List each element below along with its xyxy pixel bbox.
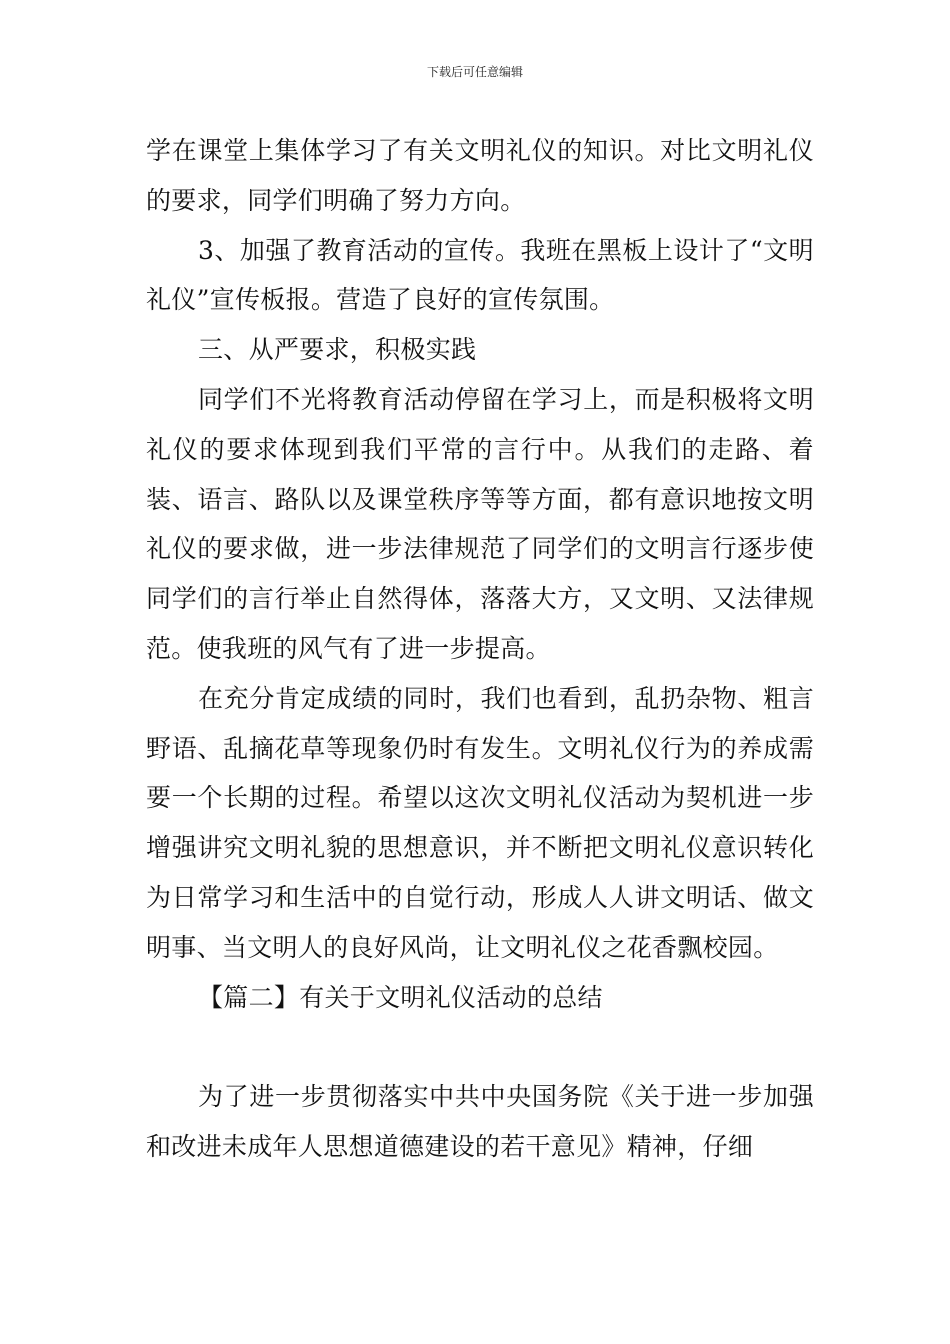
paragraph-continuation: 学在课堂上集体学习了有关文明礼仪的知识。对比文明礼仪的要求，同学们明确了努力方向。 xyxy=(146,136,814,215)
paragraph-publicity: 3、加强了教育活动的宣传。我班在黑板上设计了“文明礼仪”宣传板报。营造了良好的宣传氛围。 xyxy=(146,235,814,315)
paragraph-article-two-intro: 为了进一步贯彻落实中共中央国务院《关于进一步加强和改进未成年人思想道德建设的若干意见》精神，仔细 xyxy=(146,1082,814,1161)
article-two-title: 【篇二】有关于文明礼仪活动的总结 xyxy=(198,982,603,1012)
page-header: 下载后可任意编辑 xyxy=(426,65,523,79)
document-body xyxy=(146,126,814,1172)
section-heading-practice: 三、从严要求，积极实践 xyxy=(198,335,477,365)
paragraph-practice: 同学们不光将教育活动停留在学习上，而是积极将文明礼仪的要求体现到我们平常的言行中。从我们的走路、着装、语言、路队以及课堂秩序等等方面，都有意识地按文明礼仪的要求做，进一步法律规范了同学们的文明言行逐步使同学们的言行举止自然得体，落落大方，又文明、又法律规范。使我班的风气有了进一步提高。 xyxy=(146,384,814,663)
blank-line xyxy=(146,1022,814,1072)
paragraph-conclusion: 在充分肯定成绩的同时，我们也看到，乱扔杂物、粗言野语、乱摘花草等现象仍时有发生。文明礼仪行为的养成需要一个长期的过程。希望以这次文明礼仪活动为契机进一步增强讲究文明礼貌的思想意识，并不断把文明礼仪意识转化为日常学习和生活中的自觉行动，形成人人讲文明话、做文明事、当文明人的良好风尚，让文明礼仪之花香飘校园。 xyxy=(146,683,814,962)
